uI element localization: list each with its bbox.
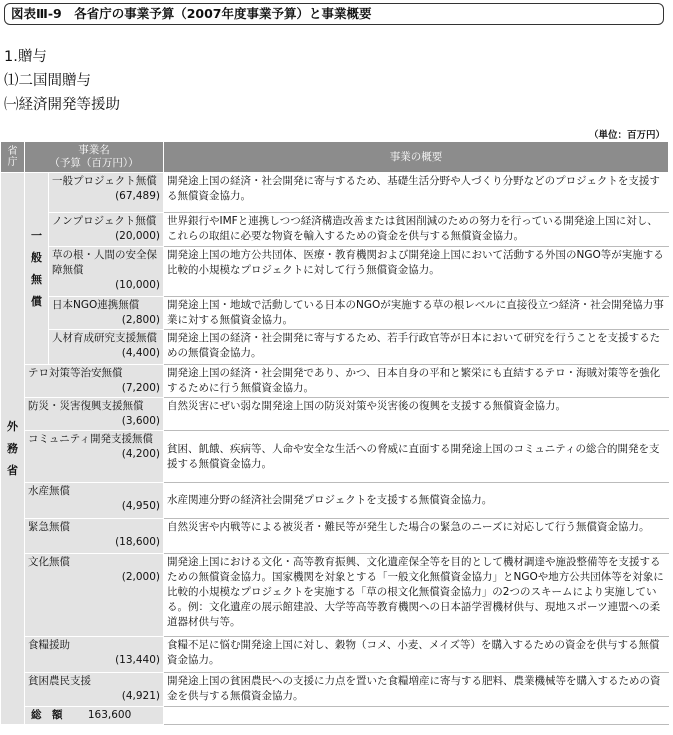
project-amount: (3,600)	[121, 415, 160, 427]
project-amount: (4,200)	[121, 448, 160, 460]
unit-label: （単位：百万円）	[588, 130, 665, 141]
total-cell	[25, 707, 164, 725]
header-project-line1: 事業名	[78, 144, 110, 156]
project-name-cell	[49, 213, 164, 247]
ministry-char: 務	[7, 442, 18, 455]
project-name-cell	[25, 637, 164, 673]
project-name-cell	[49, 173, 164, 213]
project-name-cell	[49, 247, 164, 297]
project-description: 開発途上国・地域で活動している日本のNGOが実施する草の根レベルに直接役立つ経済・社会開発協力事業に対する無償資金協力。	[164, 297, 669, 330]
project-name: 貧困農民支援	[28, 675, 91, 687]
project-description: 貧困、飢餓、疾病等、人命や安全な生活への脅威に直面する開発途上国のコミュニティの総合的開発を支援する無償資金協力。	[164, 431, 669, 483]
project-description: 自然災害や内戦等による被災者・難民等が発生した場合の緊急のニーズに対応して行う無償資金協力。	[164, 519, 669, 554]
header-overview: 事業の概要	[164, 142, 669, 173]
project-name-cell	[49, 330, 164, 365]
grant-char: 無	[31, 273, 42, 286]
project-name: 緊急無償	[28, 521, 70, 533]
grant-char: 般	[31, 251, 42, 264]
total-label: 総 額	[31, 709, 63, 721]
project-amount: (67,489)	[115, 190, 160, 202]
heading-grant: 1.贈与	[4, 49, 47, 65]
project-description: 開発途上国における文化・高等教育振興、文化遺産保全等を目的として機材調達や施設整備等を支援するための無償資金協力。国家機関を対象とする「一般文化無償資金協力」とNGOや地方公共団体等を対象に比較的小規模なプロジェクトを実施する「草の根文化無償資金協力」の2つのスキームにより実施している。例：文化遺産の展示館建設、大学等高等教育機関への日本語学習機材供与、現地スポーツ連盟への柔道器材供与等。	[164, 554, 669, 637]
project-name-cell	[25, 483, 164, 519]
project-name: 食糧援助	[28, 639, 70, 651]
project-description: 開発途上国の経済・社会開発に寄与するため、基礎生活分野や人づくり分野などのプロジェクトを支援する無償資金協力。	[164, 173, 669, 213]
project-amount: (10,000)	[115, 279, 160, 291]
ministry-char: 外	[7, 420, 18, 433]
project-name: 日本NGO連携無償	[52, 299, 140, 311]
header-ministry: 省庁	[1, 142, 25, 173]
project-name-cell	[25, 554, 164, 637]
project-name-cell	[49, 297, 164, 330]
project-amount: (2,800)	[121, 314, 160, 326]
project-amount: (18,600)	[115, 536, 160, 548]
project-name: 水産無償	[28, 485, 70, 497]
project-amount: (2,000)	[121, 571, 160, 583]
project-description: 水産関連分野の経済社会開発プロジェクトを支援する無償資金協力。	[164, 483, 669, 519]
project-amount: (13,440)	[115, 654, 160, 666]
project-description: 開発途上国の貧困農民への支援に力点を置いた食糧増産に寄与する肥料、農業機械等を購入するための資金を供与する無償資金協力。	[164, 673, 669, 707]
project-table	[0, 141, 669, 725]
total-amount: 163,600	[87, 709, 132, 721]
project-description: 自然災害にぜい弱な開発途上国の防災対策や災害後の復興を支援する無償資金協力。	[164, 398, 669, 431]
ministry-char: 省	[7, 464, 18, 477]
header-project	[25, 142, 164, 173]
project-name: ノンプロジェクト無償	[52, 215, 157, 227]
total-description	[164, 707, 669, 725]
heading-economic-aid: ㈠経済開発等援助	[4, 97, 120, 113]
ministry-cell	[1, 173, 25, 725]
general-grant-cell	[25, 173, 49, 365]
project-name: テロ対策等治安無償	[28, 367, 123, 379]
project-amount: (4,400)	[121, 347, 160, 359]
project-name-cell	[25, 365, 164, 398]
project-amount: (4,950)	[121, 500, 160, 512]
project-description: 世界銀行やIMFと連携しつつ経済構造改善または貧困削減のための努力を行っている開発途上国に対し、これらの取組に必要な物資を輸入するための資金を供与する無償資金協力。	[164, 213, 669, 247]
project-amount: (20,000)	[115, 230, 160, 242]
project-name: 一般プロジェクト無償	[52, 175, 157, 187]
project-name: 防災・災害復興支援無償	[28, 400, 144, 412]
heading-bilateral: ⑴二国間贈与	[4, 73, 91, 89]
figure-title: 図表Ⅲ-9 各省庁の事業予算（2007年度事業予算）と事業概要	[4, 3, 664, 25]
project-amount: (4,921)	[121, 690, 160, 702]
project-name-cell	[25, 431, 164, 483]
project-description: 開発途上国の地方公共団体、医療・教育機関および開発途上国において活動する外国のNGO等が実施する比較的小規模なプロジェクトに対して行う無償資金協力。	[164, 247, 669, 297]
project-description: 開発途上国の経済・社会開発に寄与するため、若手行政官等が日本において研究を行うことを支援するための無償資金協力。	[164, 330, 669, 365]
project-name: 文化無償	[28, 556, 70, 568]
project-name-cell	[25, 519, 164, 554]
project-description: 開発途上国の経済・社会開発であり、かつ、日本自身の平和と繁栄にも直結するテロ・海賊対策等を強化するために行う無償資金協力。	[164, 365, 669, 398]
project-name: コミュニティ開発支援無償	[28, 433, 153, 445]
project-name-cell	[25, 673, 164, 707]
project-name: 人材育成研究支援無償	[52, 332, 157, 344]
project-description: 食糧不足に悩む開発途上国に対し、穀物（コメ、小麦、メイズ等）を購入するための資金を供与する無償資金協力。	[164, 637, 669, 673]
grant-char: 償	[31, 295, 42, 308]
grant-char: 一	[31, 229, 42, 242]
project-amount: (7,200)	[121, 382, 160, 394]
project-name-cell	[25, 398, 164, 431]
project-name: 草の根・人間の安全保障無償	[52, 249, 157, 276]
header-project-line2: （予算（百万円））	[49, 157, 139, 169]
